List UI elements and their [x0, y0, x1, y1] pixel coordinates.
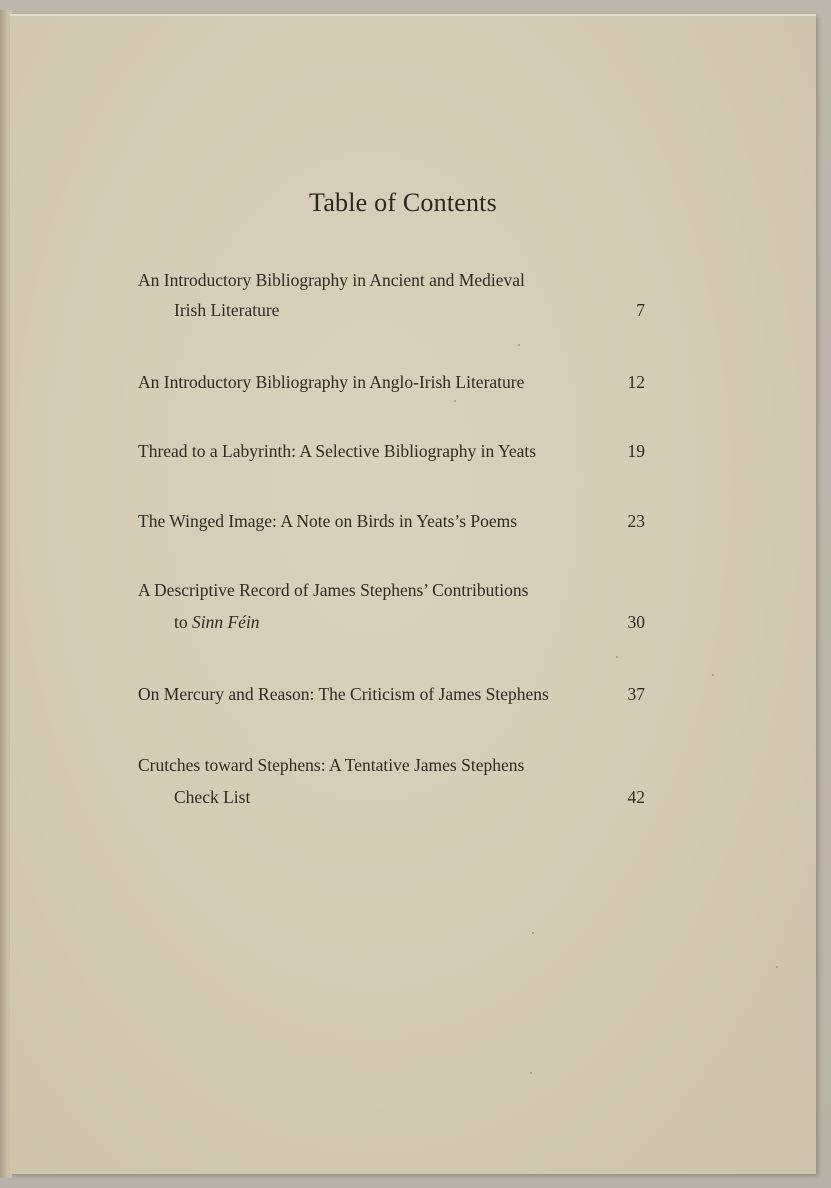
toc-entry-title-line: Irish Literature: [174, 300, 280, 320]
book-page: [10, 14, 816, 1174]
toc-page-number: 42: [627, 787, 645, 807]
toc-entry-italic-title: Sinn Féin: [192, 612, 260, 632]
toc-entry-title-line: On Mercury and Reason: The Criticism of James Stephens: [138, 684, 549, 704]
paper-speck: [532, 932, 534, 934]
paper-speck: [518, 344, 520, 346]
toc-page-number: 12: [627, 372, 645, 392]
paper-speck: [454, 400, 456, 402]
toc-page-number: 30: [627, 612, 645, 632]
toc-entry-title-line: An Introductory Bibliography in Anglo-Irish Literature: [138, 372, 525, 392]
toc-entry-title-line: The Winged Image: A Note on Birds in Yeats’s Poems: [138, 511, 518, 531]
toc-entry-title-line: An Introductory Bibliography in Ancient and Medieval: [138, 270, 525, 290]
toc-entry-title-line: [174, 612, 260, 633]
paper-speck: [776, 966, 778, 968]
toc-entry-title-line: Thread to a Labyrinth: A Selective Bibliography in Yeats: [138, 441, 537, 461]
toc-entry-title-line: A Descriptive Record of James Stephens’ Contributions: [138, 580, 529, 600]
toc-entry-title-line: Check List: [174, 787, 251, 807]
page-top-edge: [10, 14, 816, 16]
toc-entry-prefix: to: [174, 612, 192, 632]
paper-speck: [616, 656, 618, 658]
paper-speck: [530, 1072, 532, 1074]
page-title: Table of Contents: [309, 188, 497, 217]
toc-page-number: 19: [627, 441, 645, 461]
toc-page-number: 37: [627, 684, 645, 704]
toc-page-number: 23: [627, 511, 645, 531]
paper-speck: [712, 674, 714, 676]
toc-entry-title-line: Crutches toward Stephens: A Tentative James Stephens: [138, 755, 525, 775]
toc-page-number: 7: [636, 300, 645, 320]
